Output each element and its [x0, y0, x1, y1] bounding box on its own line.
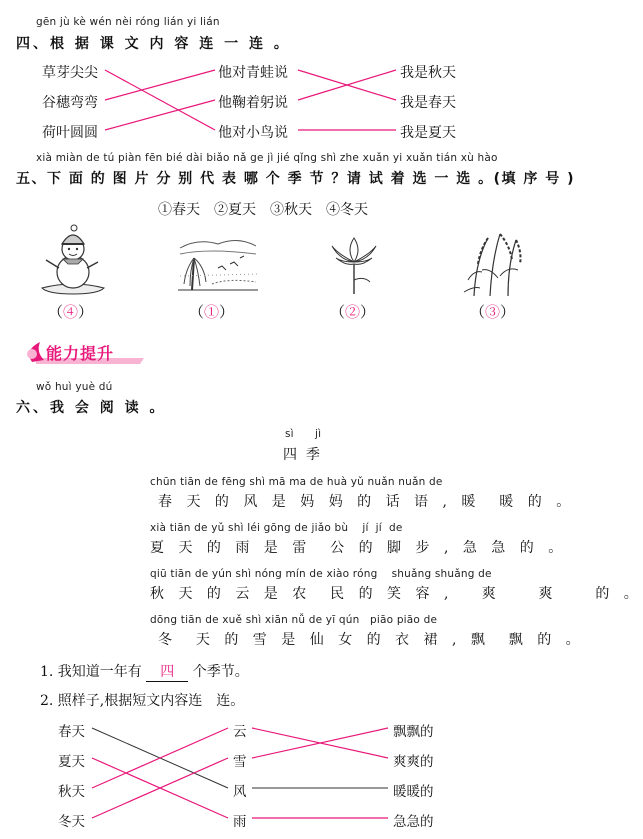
q2-col3-3[interactable]: 暖暖的 — [393, 784, 434, 800]
season-options: ①春天 ②夏天 ③秋天 ④冬天 — [158, 202, 368, 218]
poem-title: 四 季 — [283, 447, 320, 463]
s6-title: 六、我 会 阅 读 。 — [16, 400, 167, 416]
s4-right-2[interactable]: 我是春天 — [400, 95, 456, 111]
s4-right-3[interactable]: 我是夏天 — [400, 125, 456, 141]
q2-col1-1[interactable]: 春天 — [58, 724, 85, 740]
answer-4[interactable]: （③） — [470, 303, 516, 321]
poem-line3-pinyin: qiū tiān de yún shì nóng mín de xiào róng shuǎng shuǎng de — [150, 568, 492, 580]
banner-label: 能力提升 — [46, 344, 115, 363]
poem-line2: 夏 天 的 雨 是 雷 公 的 脚 步 , 急 急 的 。 — [150, 540, 568, 556]
question-1-answer[interactable]: 四 — [146, 661, 188, 682]
s4-left-2[interactable]: 谷穗弯弯 — [42, 95, 98, 111]
q2-col2-2[interactable]: 雪 — [233, 754, 247, 770]
q2-col2-3[interactable]: 风 — [233, 784, 247, 800]
s4-line-3 — [105, 100, 215, 130]
q2-col1-4[interactable]: 冬天 — [58, 814, 85, 830]
answer-2[interactable]: （①） — [189, 303, 235, 321]
s4-left-3[interactable]: 荷叶圆圆 — [42, 125, 98, 141]
s6-pinyin: wǒ huì yuè dú — [36, 381, 113, 393]
s4-title: 四、根 据 课 文 内 容 连 一 连 。 — [16, 36, 291, 52]
question-1: 1. 我知道一年有 四 个季节。 — [40, 661, 249, 682]
q2-col3-2[interactable]: 爽爽的 — [393, 754, 434, 770]
poem-line4: 冬 天 的 雪 是 仙 女 的 衣 裙 , 飘 飘 的 。 — [158, 632, 585, 648]
s4-mid-2[interactable]: 他鞠着躬说 — [218, 95, 288, 111]
s5-pinyin: xià miàn de tú piàn fēn bié dài biǎo nǎ ge jì jié qǐng shì zhe xuǎn yi xuǎn tián xù hào — [36, 152, 498, 164]
poem-title-pinyin: sì jì — [285, 428, 322, 440]
s5-title: 五、下 面 的 图 片 分 别 代 表 哪 个 季 节 ？请 试 着 选 一 选 。(填 序 号 ) — [16, 171, 576, 187]
answer-1[interactable]: （④） — [48, 303, 94, 321]
q2-col1-3[interactable]: 秋天 — [58, 784, 85, 800]
poem-line4-pinyin: dōng tiān de xuě shì xiān nǚ de yī qún piāo piāo de — [150, 614, 438, 626]
s4-left-1[interactable]: 草芽尖尖 — [42, 65, 98, 81]
poem-line1-pinyin: chūn tiān de fēng shì mā ma de huà yǔ nuǎn nuǎn de — [150, 476, 443, 488]
s4-line-1 — [105, 70, 215, 130]
s4-line-2 — [105, 70, 215, 100]
q2-col3-4[interactable]: 急急的 — [393, 814, 434, 830]
q2-col3-1[interactable]: 飘飘的 — [393, 724, 434, 740]
s4-pinyin: gēn jù kè wén nèi róng lián yi lián — [36, 16, 220, 28]
answer-3[interactable]: （②） — [330, 303, 376, 321]
poem-line2-pinyin: xià tiān de yǔ shì léi gōng de jiǎo bù jí jí de — [150, 522, 403, 534]
poem-line3: 秋 天 的 云 是 农 民 的 笑 容 , 爽 爽 的 。 — [150, 586, 643, 602]
poem-line1: 春 天 的 风 是 妈 妈 的 话 语 , 暖 暖 的 。 — [158, 494, 576, 510]
q2-col2-1[interactable]: 云 — [233, 724, 247, 740]
s4-mid-3[interactable]: 他对小鸟说 — [218, 125, 288, 141]
s4-right-1[interactable]: 我是秋天 — [400, 65, 456, 81]
question-2: 2. 照样子,根据短文内容连 连。 — [40, 693, 245, 709]
q2-col2-4[interactable]: 雨 — [233, 814, 247, 830]
q2-col1-2[interactable]: 夏天 — [58, 754, 85, 770]
s4-mid-1[interactable]: 他对青蛙说 — [218, 65, 288, 81]
